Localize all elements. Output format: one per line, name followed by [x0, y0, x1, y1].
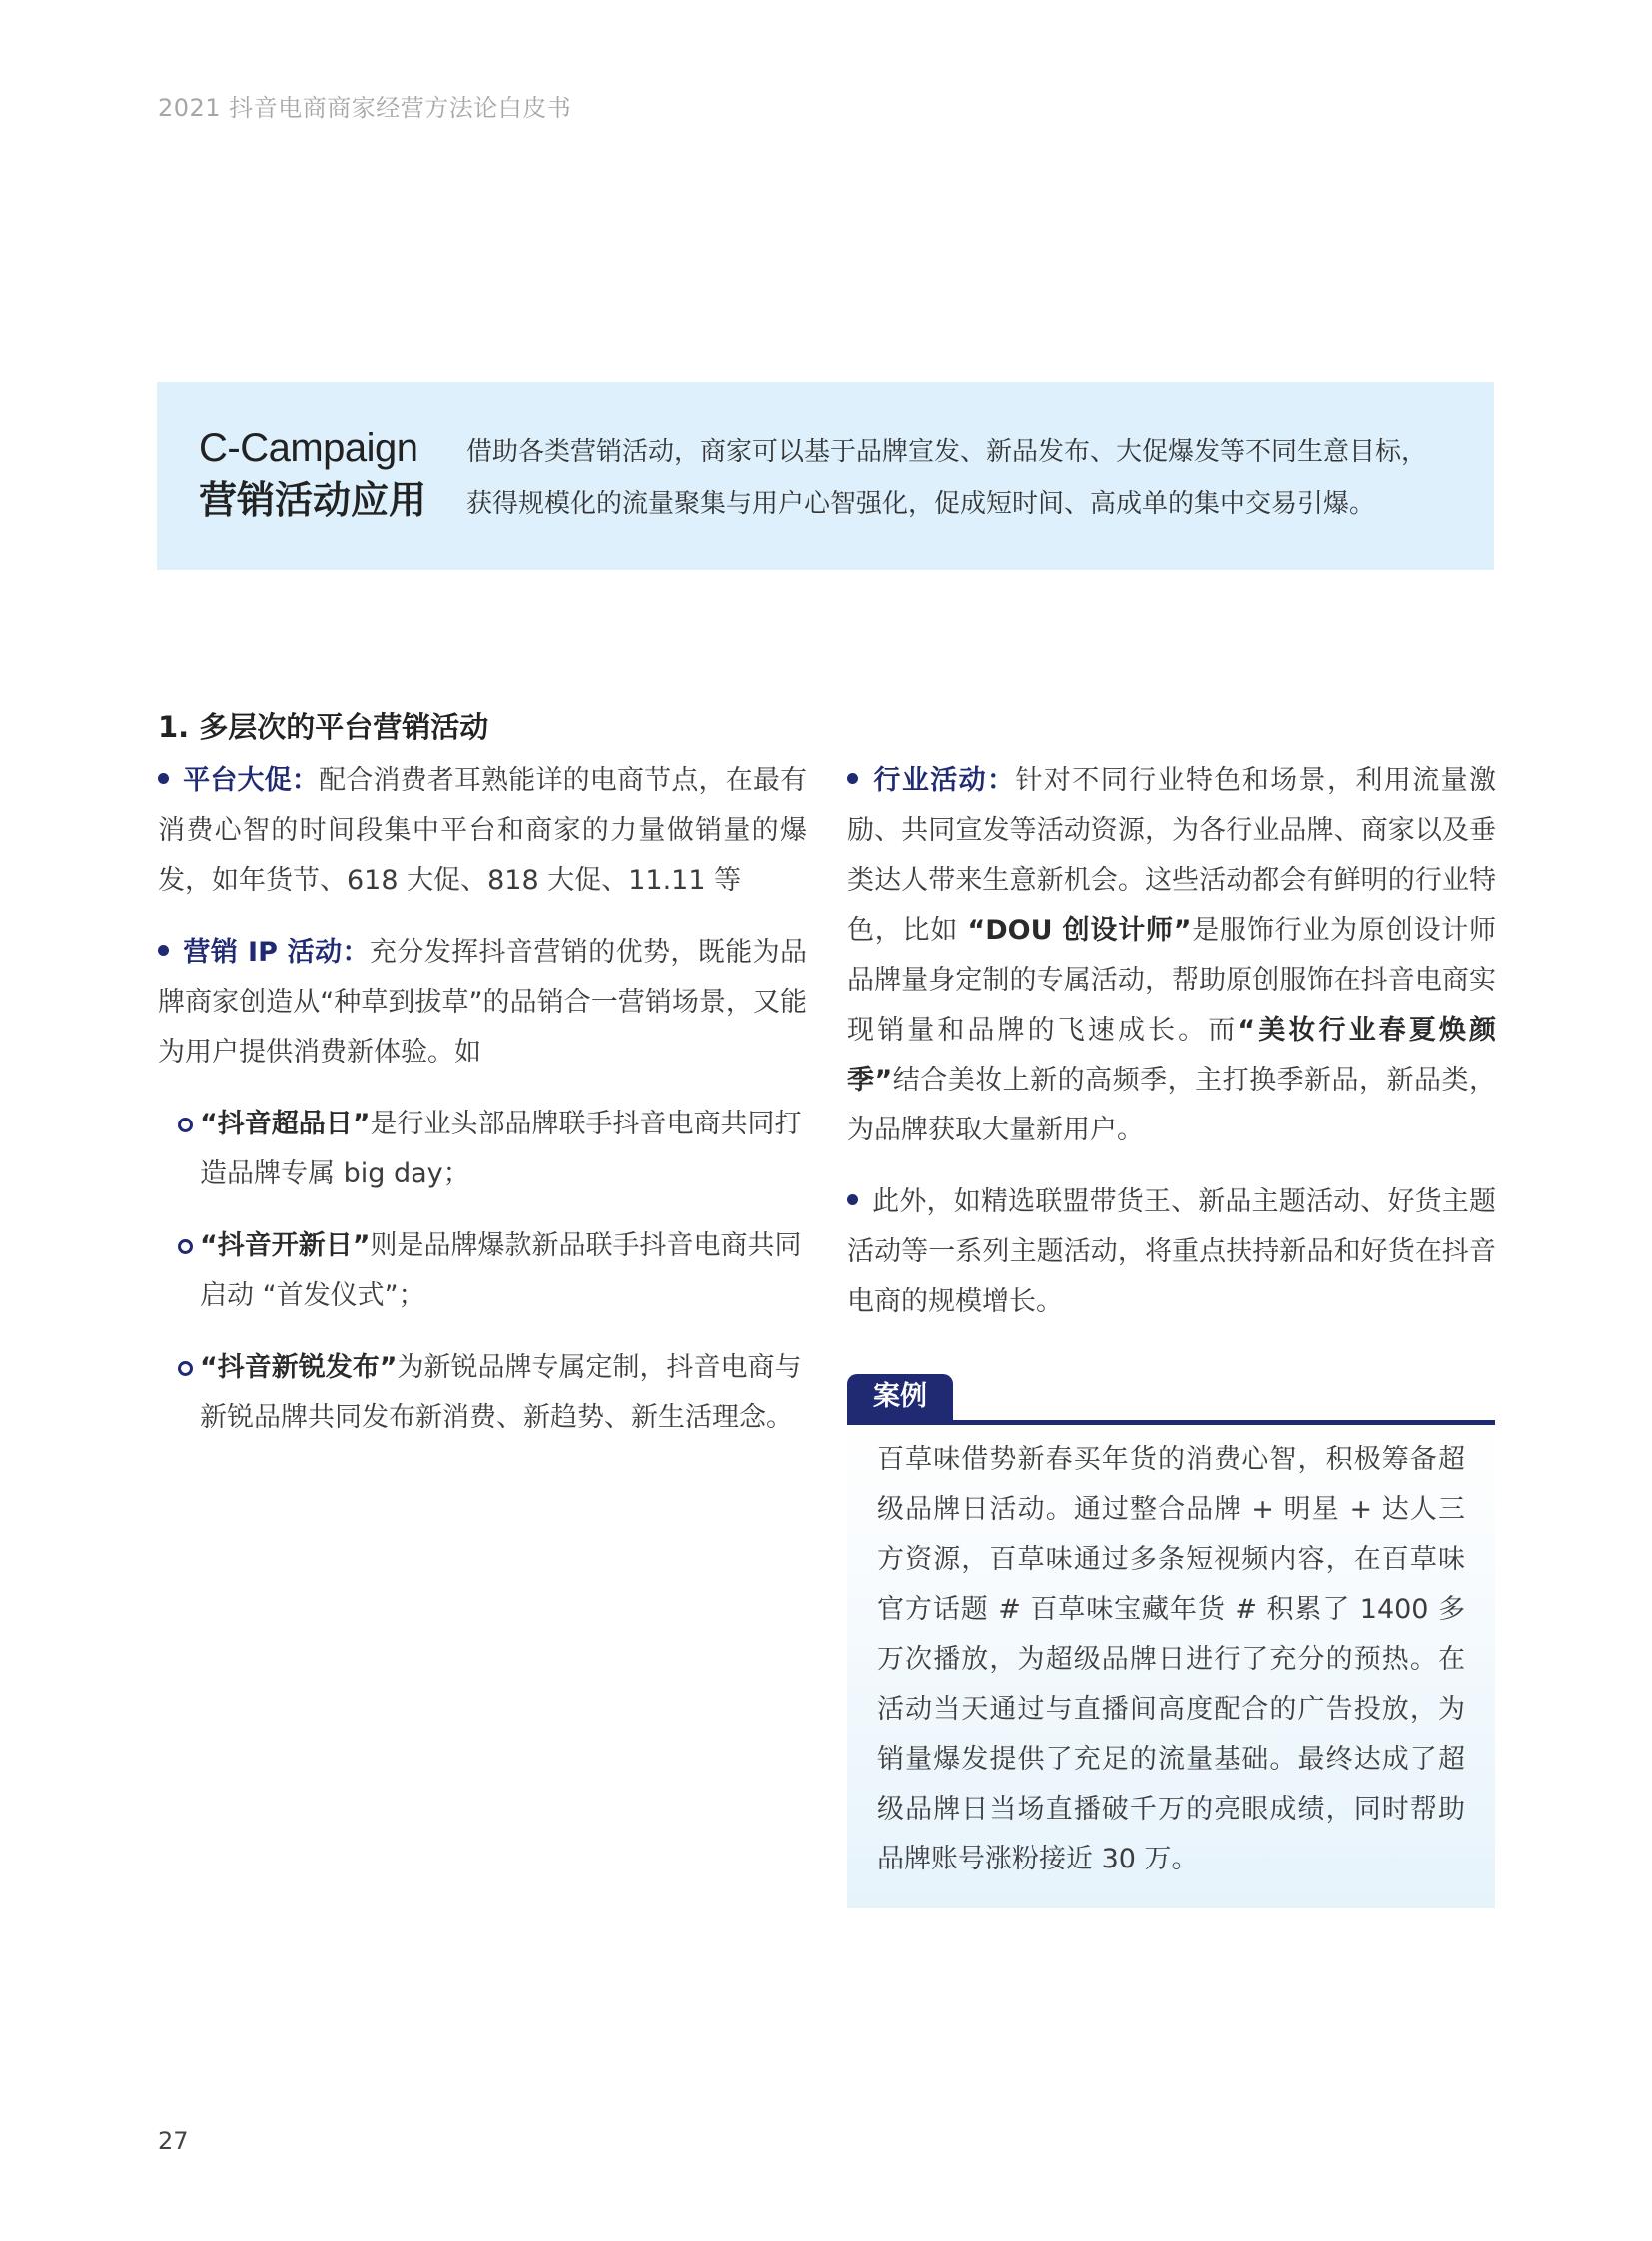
bullet-marketing-ip: [158, 928, 807, 1078]
ip-activity-list: [158, 1100, 807, 1443]
ring-bullet-icon: [178, 1239, 193, 1254]
case-study-label: 案例: [847, 1374, 953, 1420]
bullet-colon: ：: [987, 765, 1016, 796]
list-item-text: 为新锐品牌专属定制，抖音电商与新锐品牌共同发布新消费、新趋势、新生活理念。: [200, 1352, 802, 1433]
bullet-dot-icon: [847, 773, 858, 784]
intro-box: [157, 382, 1494, 570]
list-item: [158, 1343, 807, 1443]
bullet-text: 是服饰行业为原创设计师品牌量身定制的专属活动，帮助原创服饰在抖音电商实现销量和品牌的飞速成长。而: [847, 915, 1496, 1046]
list-item: [158, 1221, 807, 1321]
right-column: [847, 756, 1496, 1349]
left-column: [158, 756, 807, 1465]
bullet-text: 配合消费者耳熟能详的电商节点，在最有消费心智的时间段集中平台和商家的力量做销量的爆发，如年货节、618 大促、818 大促、11.11 等: [158, 765, 808, 896]
bullet-platform-promo: [158, 756, 807, 906]
running-header: 2021 抖音电商商家经营方法论白皮书: [158, 94, 572, 122]
ring-bullet-icon: [178, 1361, 193, 1376]
list-item: [158, 1100, 807, 1199]
bullet-other-activities: [847, 1177, 1496, 1327]
section-heading: 1. 多层次的平台营销活动: [158, 710, 489, 744]
intro-line-1: 借助各类营销活动，商家可以基于品牌宣发、新品发布、大促爆发等不同生意目标，: [466, 437, 1428, 467]
bullet-lead: 营销 IP 活动: [183, 937, 343, 968]
list-item-title: “抖音新锐发布”: [200, 1352, 398, 1383]
bullet-text: 充分发挥抖音营销的优势，既能为品牌商家创造从“种草到拔草”的品销合一营销场景，又能为用户提供消费新体验。如: [158, 937, 808, 1068]
intro-title-cn: 营销活动应用: [199, 478, 427, 522]
bullet-industry-activity: [847, 756, 1496, 1155]
ring-bullet-icon: [178, 1118, 193, 1132]
list-item-title: “抖音超品日”: [200, 1109, 371, 1139]
list-item-text: 则是品牌爆款新品联手抖音电商共同启动 “首发仪式”；: [200, 1230, 802, 1311]
intro-line-2: 获得规模化的流量聚集与用户心智强化，促成短时间、高成单的集中交易引爆。: [466, 489, 1376, 519]
page-number: 27: [158, 2127, 189, 2155]
bullet-lead: 行业活动: [872, 765, 988, 796]
bullet-dot-icon: [847, 1194, 858, 1205]
intro-title: [199, 422, 428, 526]
case-study-box: [847, 1374, 1495, 1908]
bullet-text: 结合美妆上新的高频季，主打换季新品，新品类，为品牌获取大量新用户。: [847, 1065, 1496, 1145]
case-study-text: 百草味借势新春买年货的消费心智，积极筹备超级品牌日活动。通过整合品牌 + 明星 + 达人三方资源，百草味通过多条短视频内容，在百草味官方话题 # 百草味宝藏年货 # 积累了 1400 多万次播放，为超级品牌日进行了充分的预热。在活动当天通过与直播间高度配合的广告投放，为销量爆发提供了充足的流量基础。最终达成了超级品牌日当场直播破千万的亮眼成绩，同时帮助品牌账号涨粉接近 30 万。: [847, 1425, 1495, 1908]
list-item-text: 是行业头部品牌联手抖音电商共同打造品牌专属 big day；: [200, 1109, 802, 1189]
bullet-colon: ：: [342, 937, 370, 968]
highlight-beauty-season: “美妆行业春夏焕颜季”: [847, 1015, 1497, 1096]
bullet-colon: ：: [291, 765, 320, 796]
intro-description: [466, 426, 1465, 530]
highlight-dou-designer: “DOU 创设计师”: [967, 915, 1192, 946]
bullet-text: 针对不同行业特色和场景，利用流量激励、共同宣发等活动资源，为各行业品牌、商家以及垂类达人带来生意新机会。这些活动都会有鲜明的行业特色，比如: [847, 765, 1497, 946]
bullet-text: 此外，如精选联盟带货王、新品主题活动、好货主题活动等一系列主题活动，将重点扶持新品和好货在抖音电商的规模增长。: [847, 1186, 1496, 1317]
bullet-lead: 平台大促: [183, 765, 292, 796]
bullet-dot-icon: [158, 945, 169, 956]
bullet-dot-icon: [158, 773, 169, 784]
intro-title-en: C-Campaign: [199, 426, 418, 470]
list-item-title: “抖音开新日”: [200, 1230, 371, 1261]
